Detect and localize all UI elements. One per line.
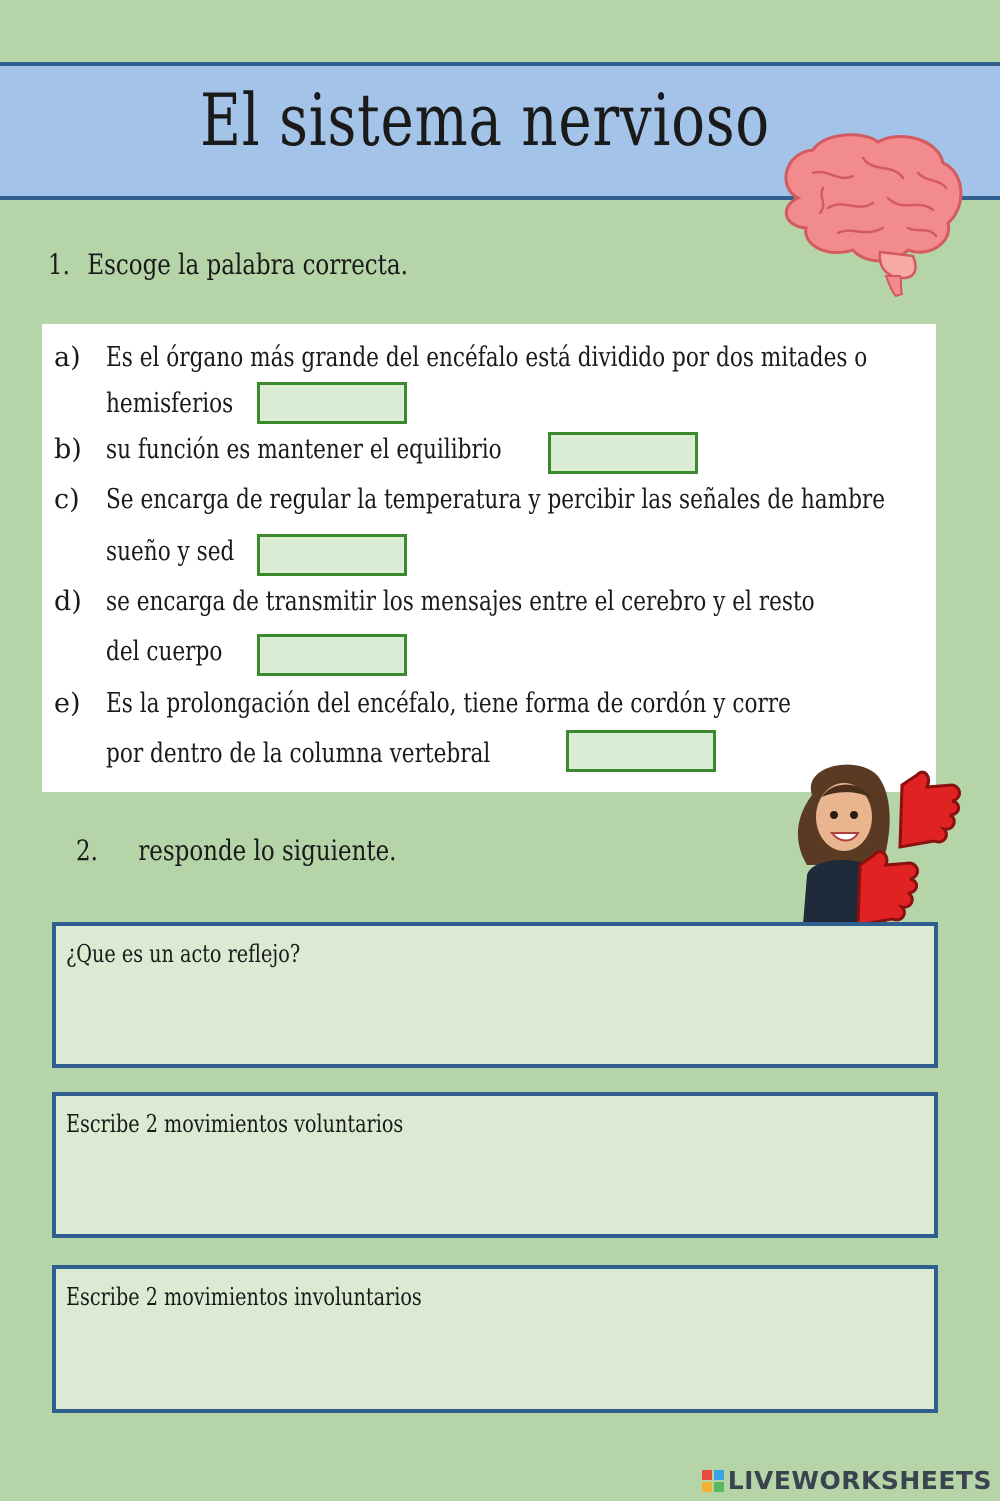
answer-input-e[interactable]: [566, 730, 716, 772]
brand-text: LIVEWORKSHEETS: [727, 1466, 992, 1495]
open-answer-box-voluntary[interactable]: [52, 1092, 938, 1238]
section-2-heading: [76, 834, 396, 867]
section-1-text: Escoge la palabra correcta.: [87, 248, 408, 281]
question-letter: e): [54, 688, 81, 719]
question-text: del cuerpo: [106, 636, 223, 667]
liveworksheets-brand: [702, 1466, 992, 1495]
question-letter: c): [54, 484, 80, 515]
open-question-prompt: ¿Que es un acto reflejo?: [66, 940, 301, 968]
question-letter: b): [54, 434, 82, 465]
question-text: se encarga de transmitir los mensajes entre el cerebro y el resto: [106, 586, 815, 617]
open-answer-box-involuntary[interactable]: [52, 1265, 938, 1413]
page-title: El sistema nervioso: [200, 78, 771, 162]
answer-input-b[interactable]: [548, 432, 698, 474]
question-text: Es la prolongación del encéfalo, tiene forma de cordón y corre: [106, 688, 791, 719]
open-question-prompt: Escribe 2 movimientos involuntarios: [66, 1283, 422, 1311]
brain-icon: [768, 128, 968, 298]
question-text: hemisferios: [106, 388, 234, 419]
question-letter: d): [54, 586, 82, 617]
answer-input-c[interactable]: [257, 534, 407, 576]
liveworksheets-logo-icon: [702, 1470, 724, 1492]
question-text: Se encarga de regular la temperatura y percibir las señales de hambre: [106, 484, 886, 515]
section-1-number: 1.: [48, 248, 70, 281]
section-2-text: responde lo siguiente.: [138, 834, 397, 867]
question-text: por dentro de la columna vertebral: [106, 738, 491, 769]
open-answer-box-reflex[interactable]: [52, 922, 938, 1068]
answer-input-d[interactable]: [257, 634, 407, 676]
question-text: sueño y sed: [106, 536, 235, 567]
open-question-prompt: Escribe 2 movimientos voluntarios: [66, 1110, 404, 1138]
question-letter: a): [54, 342, 81, 373]
question-text: su función es mantener el equilibrio: [106, 434, 502, 465]
section-1-heading: [48, 248, 408, 281]
answer-input-a[interactable]: [257, 382, 407, 424]
teacher-avatar-thumbs-up-icon: [782, 755, 977, 937]
question-text: Es el órgano más grande del encéfalo está dividido por dos mitades o: [106, 342, 868, 373]
section-2-number: 2.: [76, 834, 98, 867]
questions-panel: [42, 324, 936, 792]
